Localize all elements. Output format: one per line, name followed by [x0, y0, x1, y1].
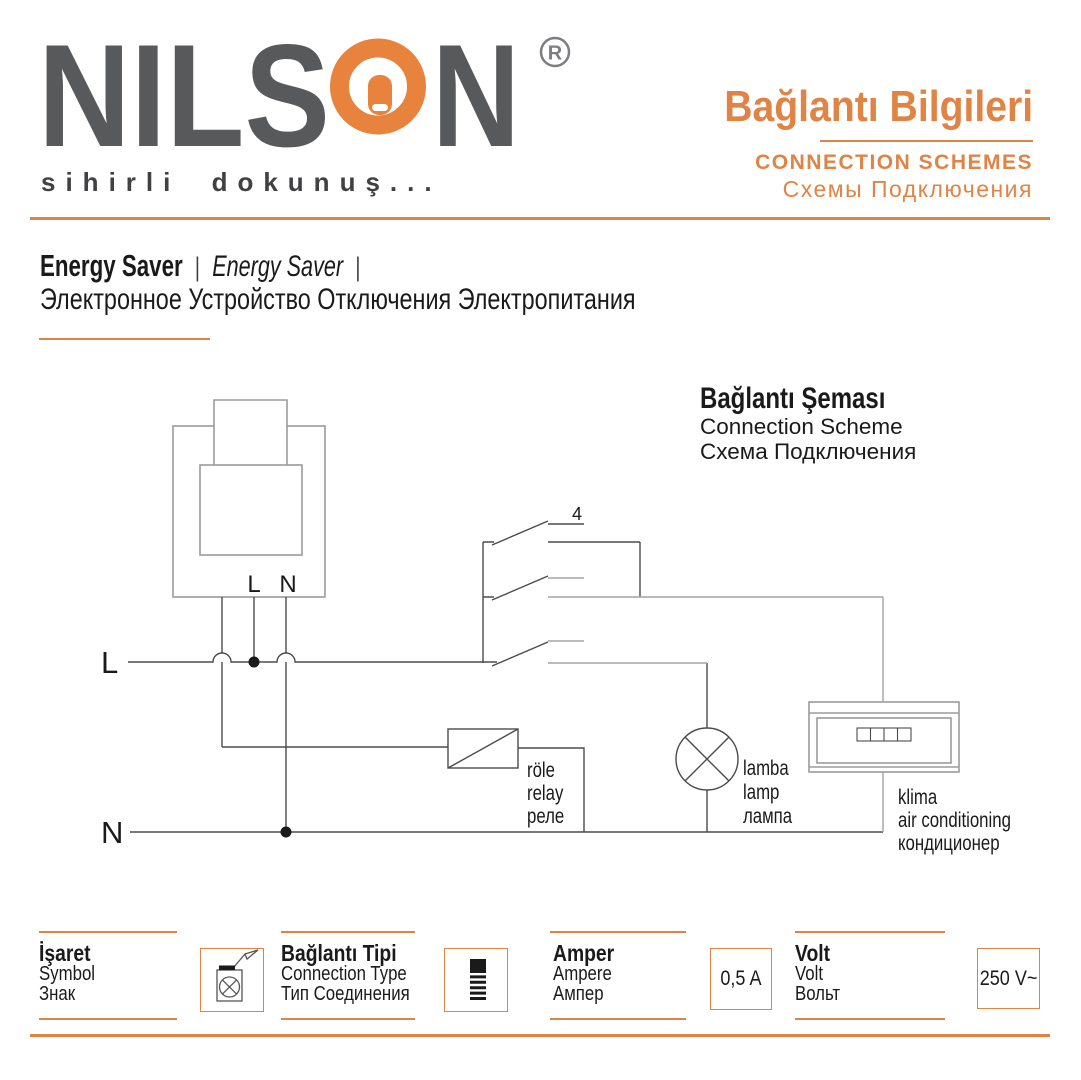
ac-label-ru: кондиционер [898, 832, 1000, 856]
ac-grille [857, 728, 911, 741]
spec-title: İşaret [39, 940, 91, 966]
product-name-tr: Energy Saver [40, 248, 183, 283]
spec-rule-bottom-3 [550, 1018, 686, 1020]
device-terminal-n-label: N [279, 571, 297, 598]
lamp-label-tr: lamba [743, 757, 789, 781]
switch-number-label: 4 [572, 504, 583, 524]
ac-label-tr: klima [898, 786, 938, 810]
page-title-turkish: Bağlantı Bilgileri [724, 82, 1033, 131]
symbol-value-box [200, 948, 264, 1012]
wire-label-l: L [101, 645, 119, 680]
spec-col-symbol [39, 942, 95, 1004]
ac-wires [548, 597, 883, 832]
lamp-label-group [743, 757, 792, 828]
spec-sub-en: Ampere [553, 963, 612, 985]
spec-col-ampere [553, 942, 614, 1004]
lamp-label-ru: лампа [743, 805, 793, 829]
product-name-en: Energy Saver [212, 250, 344, 283]
spec-rule-bottom-2 [281, 1018, 415, 1020]
energy-saver-symbol-icon [201, 949, 263, 1011]
device-card-slot [214, 400, 287, 465]
connection-type-value-box [444, 948, 508, 1012]
registered-r: R [547, 42, 563, 65]
logo-text-nils: NILS [38, 26, 330, 171]
ac-label-group [898, 786, 1011, 855]
relay-label-tr: röle [527, 759, 555, 783]
footer-divider [30, 1034, 1050, 1037]
wire-label-n: N [101, 815, 124, 850]
relay-label-ru: реле [527, 805, 565, 829]
spec-sub-ru: Ампер [553, 982, 604, 1005]
spec-rule-top-1 [39, 931, 177, 933]
spec-col-connection-type [281, 942, 410, 1004]
separator-pipe: | [194, 252, 200, 282]
separator-pipe: | [355, 252, 361, 282]
logo-text-n: N [432, 26, 520, 171]
relay-label-group [527, 759, 564, 828]
spec-sub-en: Volt [795, 963, 824, 985]
wire-live-l [128, 653, 497, 662]
device-card-window [200, 465, 302, 555]
wiring-gray [548, 578, 883, 832]
spec-title: Bağlantı Tipi [281, 940, 397, 966]
device-terminal-l-label: L [247, 571, 261, 598]
screw-terminal-icon [445, 949, 507, 1011]
spec-rule-bottom-4 [795, 1018, 945, 1020]
spec-sub-ru: Тип Соединения [281, 982, 410, 1005]
ampere-value: 0,5 A [720, 967, 762, 990]
page-title-english: CONNECTION SCHEMES [755, 151, 1033, 174]
junction-dot-n [281, 827, 292, 838]
brand-tagline: sihirli dokunuş... [41, 167, 442, 197]
ac-label-en: air conditioning [898, 809, 1011, 833]
lamp-label-en: lamp [743, 781, 780, 805]
lamp-cross [685, 737, 729, 781]
switch-top-out-wire [548, 542, 640, 597]
spec-rule-top-3 [550, 931, 686, 933]
spec-sub-en: Symbol [39, 963, 96, 985]
spec-col-volt [795, 942, 840, 1004]
switch-fixed-contacts [548, 578, 584, 641]
spec-title: Volt [795, 940, 831, 966]
volt-value: 250 V~ [979, 966, 1038, 990]
page-title-russian: Схемы Подключения [782, 176, 1033, 202]
ampere-value-box [710, 948, 772, 1010]
spec-rule-bottom-1 [39, 1018, 177, 1020]
junction-dot-l [249, 657, 260, 668]
spec-sub-ru: Вольт [795, 982, 841, 1005]
spec-title: Amper [553, 940, 615, 966]
spec-sub-en: Connection Type [281, 963, 407, 985]
switch-blades [492, 521, 548, 666]
scheme-title-tr: Bağlantı Şeması [700, 382, 886, 415]
spec-rule-top-4 [795, 931, 945, 933]
switch-feed-riser [483, 542, 494, 663]
spec-sub-ru: Знак [39, 982, 76, 1005]
relay-label-en: relay [527, 782, 564, 806]
scheme-title-ru: Схема Подключения [700, 439, 917, 464]
energy-saver-device [173, 400, 325, 597]
product-description-ru: Электронное Устройство Отключения Электропитания [40, 283, 636, 316]
spec-rule-top-2 [281, 931, 415, 933]
scheme-title-en: Connection Scheme [700, 414, 903, 439]
volt-value-box [977, 948, 1040, 1009]
